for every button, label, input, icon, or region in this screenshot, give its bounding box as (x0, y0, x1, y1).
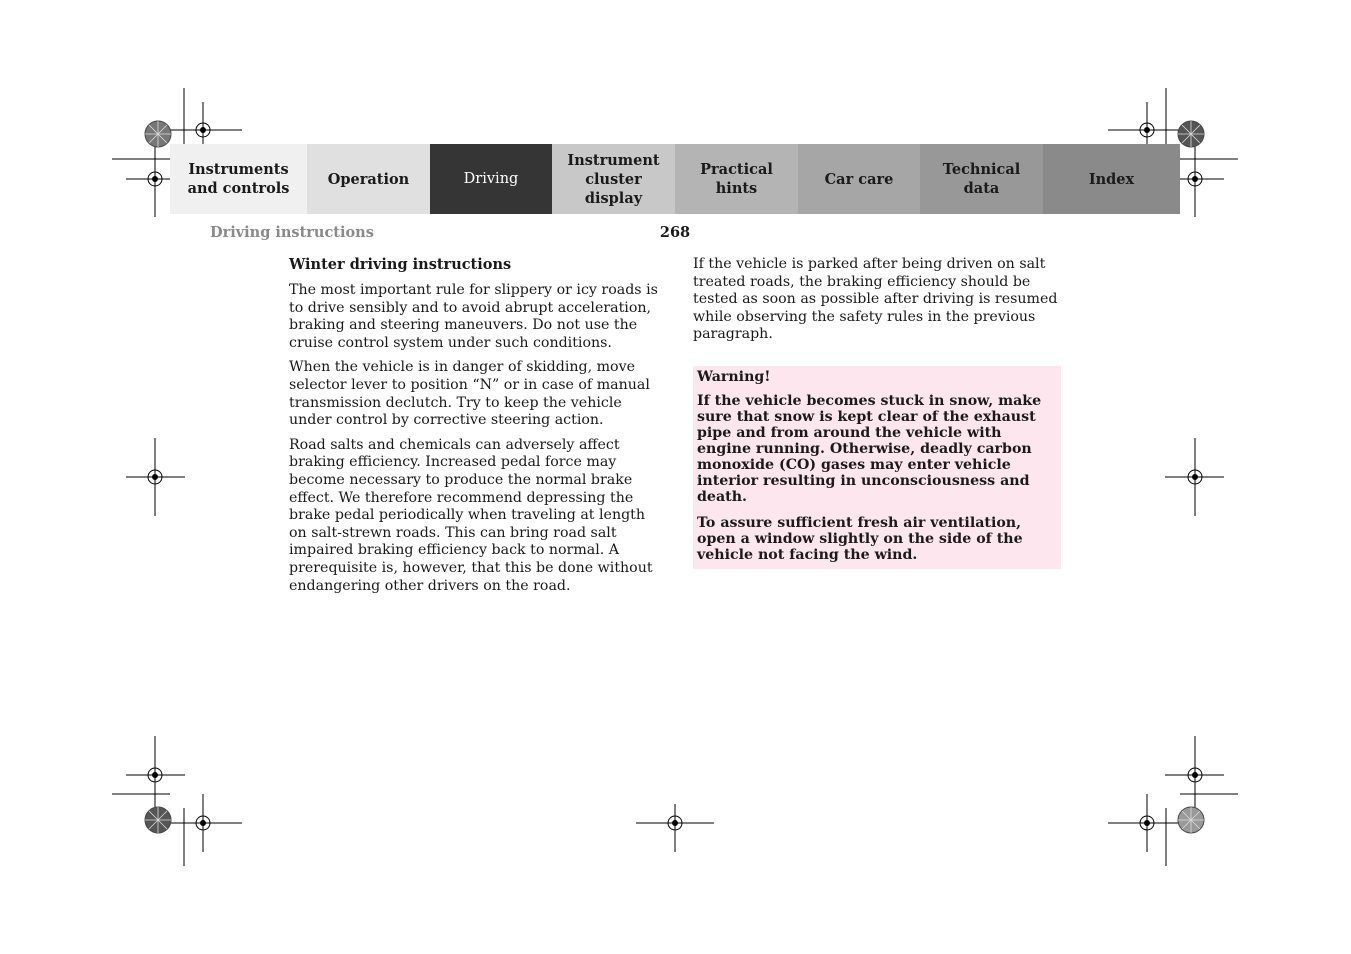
left-column (289, 256, 659, 602)
tab-practical-hints[interactable]: Practical hints (675, 144, 798, 214)
paragraph-skidding: When the vehicle is in danger of skidding, move selector lever to position “N” or in case of manual transmission declutch. Try to keep the vehicle under control by corrective steering action. (289, 359, 650, 429)
tab-driving[interactable]: Driving (430, 144, 552, 214)
tab-operation[interactable]: Operation (307, 144, 430, 214)
paragraph-parked-vehicle: If the vehicle is parked after being driven on salt treated roads, the braking efficiency should be tested as soon as possible after driving is resumed while observing the safety rules in the previous paragraph. (693, 256, 1058, 343)
tab-technical-data[interactable]: Technical data (920, 144, 1043, 214)
tab-instruments-and-controls[interactable]: Instruments and controls (170, 144, 307, 214)
page-number: 268 (659, 224, 691, 241)
section-title: Driving instructions (210, 224, 374, 241)
warning-box (693, 366, 1061, 569)
paragraph-road-salts: Road salts and chemicals can adversely affect braking efficiency. Increased pedal force may become necessary to produce the normal brake effect. We therefore recommend depressing the brake pedal periodically when traveling at length on salt-strewn roads. This can bring road salt impaired braking efficiency back to normal. A prerequisite is, however, that this be done without endangering other drivers on the road. (289, 436, 653, 594)
chapter-tab-bar (170, 144, 1180, 214)
heading-winter-driving: Winter driving instructions (289, 256, 512, 273)
right-column (693, 256, 1063, 569)
tab-car-care[interactable]: Car care (798, 144, 920, 214)
warning-paragraph-ventilation: To assure sufficient fresh air ventilation, open a window slightly on the side of the vehicle not facing the wind. (697, 514, 1023, 563)
warning-paragraph-stuck-in-snow: If the vehicle becomes stuck in snow, make sure that snow is kept clear of the exhaust pipe and from around the vehicle with engine running. Otherwise, deadly carbon monoxide (CO) gases may enter vehicle interior resulting in unconsciousness and death. (697, 392, 1042, 505)
paragraph-slippery-roads: The most important rule for slippery or icy roads is to drive sensibly and to avoid abrupt acceleration, braking and steering maneuvers. Do not use the cruise control system under such conditions. (289, 282, 658, 351)
tab-instrument-cluster-display[interactable]: Instrument cluster display (552, 144, 675, 214)
tab-index[interactable]: Index (1043, 144, 1180, 214)
warning-title: Warning! (697, 368, 771, 385)
